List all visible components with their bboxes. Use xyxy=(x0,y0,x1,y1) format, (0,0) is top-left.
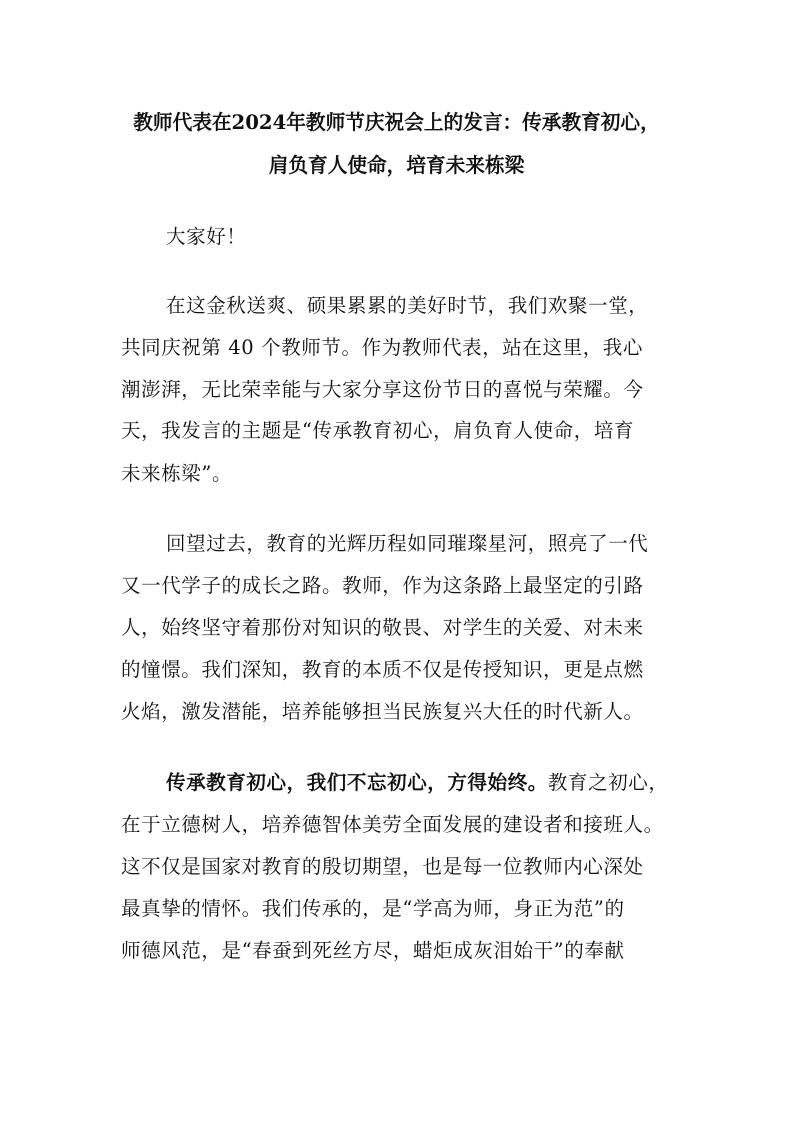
paragraph-3-bold-lead: 传承教育初心，我们不忘初心，方得始终。 xyxy=(166,771,548,794)
paragraph-3-first-line xyxy=(166,767,669,795)
paragraph-1-line: 未来栋梁”。 xyxy=(121,462,233,485)
document-title-line-2: 肩负育人使命，培育未来栋梁 xyxy=(268,154,525,177)
document-title-line-1: 教师代表在2024年教师节庆祝会上的发言：传承教育初心， xyxy=(133,111,660,134)
paragraph-1-line: 潮澎湃，无比荣幸能与大家分享这份节日的喜悦与荣耀。今 xyxy=(121,378,644,401)
greeting: 大家好！ xyxy=(166,225,247,248)
paragraph-3-line: 在于立德树人，培养德智体美劳全面发展的建设者和接班人。 xyxy=(121,813,664,836)
paragraph-2-line: 回望过去，教育的光辉历程如同璀璨星河，照亮了一代 xyxy=(166,532,649,555)
paragraph-1-line: 共同庆祝第 40 个教师节。作为教师代表，站在这里，我心 xyxy=(121,336,644,359)
paragraph-1-line: 天，我发言的主题是“传承教育初心，肩负育人使命，培育 xyxy=(121,419,635,442)
paragraph-1-line: 在这金秋送爽、硕果累累的美好时节，我们欢聚一堂， xyxy=(166,294,649,317)
paragraph-2-line: 火焰，激发潜能，培养能够担当民族复兴大任的时代新人。 xyxy=(121,700,644,723)
paragraph-2-line: 又一代学子的成长之路。教师，作为这条路上最坚定的引路 xyxy=(121,574,644,597)
paragraph-3-line: 这不仅是国家对教育的殷切期望，也是每一位教师内心深处 xyxy=(121,855,644,878)
paragraph-3-line: 最真挚的情怀。我们传承的，是“学高为师，身正为范”的 xyxy=(121,897,625,920)
paragraph-2-line: 人，始终坚守着那份对知识的敬畏、对学生的关爱、对未来 xyxy=(121,616,644,639)
paragraph-2-line: 的憧憬。我们深知，教育的本质不仅是传授知识，更是点燃 xyxy=(121,658,644,681)
paragraph-3-lead-rest: 教育之初心， xyxy=(547,771,669,794)
paragraph-3-line: 师德风范，是“春蚕到死丝方尽，蜡炬成灰泪始干”的奉献 xyxy=(121,939,625,962)
